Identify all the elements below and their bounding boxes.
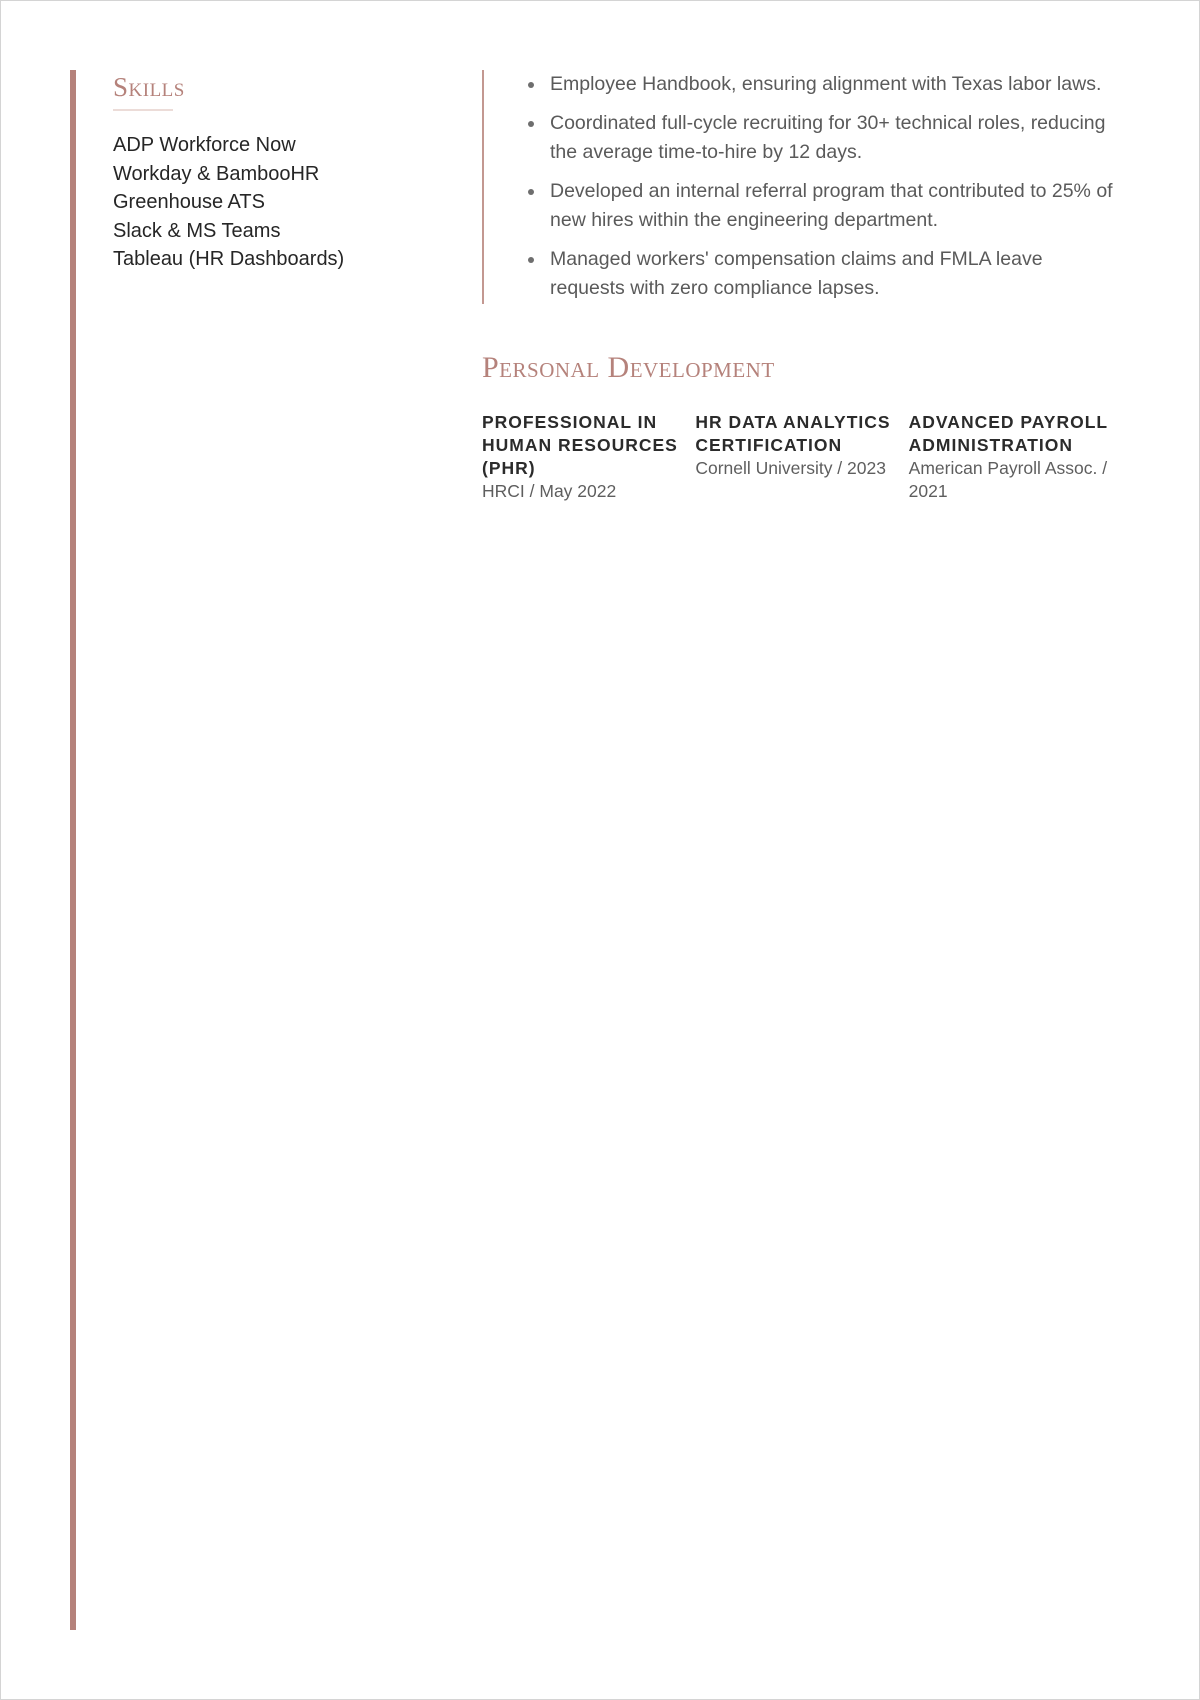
skills-list xyxy=(113,131,443,274)
main-column xyxy=(482,70,1122,503)
certification-meta: American Payroll Assoc. / 2021 xyxy=(908,458,1108,501)
certification-item xyxy=(695,411,908,503)
experience-bullet: Employee Handbook, ensuring alignment with Texas labor laws. xyxy=(550,70,1122,99)
certifications-row xyxy=(482,411,1122,503)
experience-bullet: Developed an internal referral program that contributed to 25% of new hires within the engineering department. xyxy=(550,177,1122,235)
certification-title: PROFESSIONAL IN HUMAN RESOURCES (PHR) xyxy=(482,412,678,478)
certification-item xyxy=(909,411,1122,503)
skills-section xyxy=(113,71,443,274)
certification-item xyxy=(482,411,695,503)
personal-development-heading: Personal Development xyxy=(482,351,775,384)
skill-item: Tableau (HR Dashboards) xyxy=(113,248,345,270)
experience-bullets-block xyxy=(482,70,1122,304)
skills-heading-underline xyxy=(113,109,173,111)
experience-bullet: Managed workers' compensation claims and FMLA leave requests with zero compliance lapses. xyxy=(550,245,1122,303)
skills-heading: Skills xyxy=(113,72,185,102)
certification-title: HR DATA ANALYTICS CERTIFICATION xyxy=(695,412,891,455)
certification-meta: Cornell University / 2023 xyxy=(695,458,886,478)
certification-meta: HRCI / May 2022 xyxy=(482,481,617,501)
skill-item: Greenhouse ATS xyxy=(113,191,265,213)
sidebar-accent-rule xyxy=(70,70,76,1630)
skill-item: Slack & MS Teams xyxy=(113,219,281,242)
certification-title: ADVANCED PAYROLL ADMINISTRATION xyxy=(908,412,1108,455)
experience-bullet-list xyxy=(484,70,1122,303)
skill-item: Workday & BambooHR xyxy=(113,162,320,185)
skill-item: ADP Workforce Now xyxy=(113,134,296,156)
experience-bullet: Coordinated full-cycle recruiting for 30+ technical roles, reducing the average time-to-hire by 12 days. xyxy=(550,109,1122,167)
